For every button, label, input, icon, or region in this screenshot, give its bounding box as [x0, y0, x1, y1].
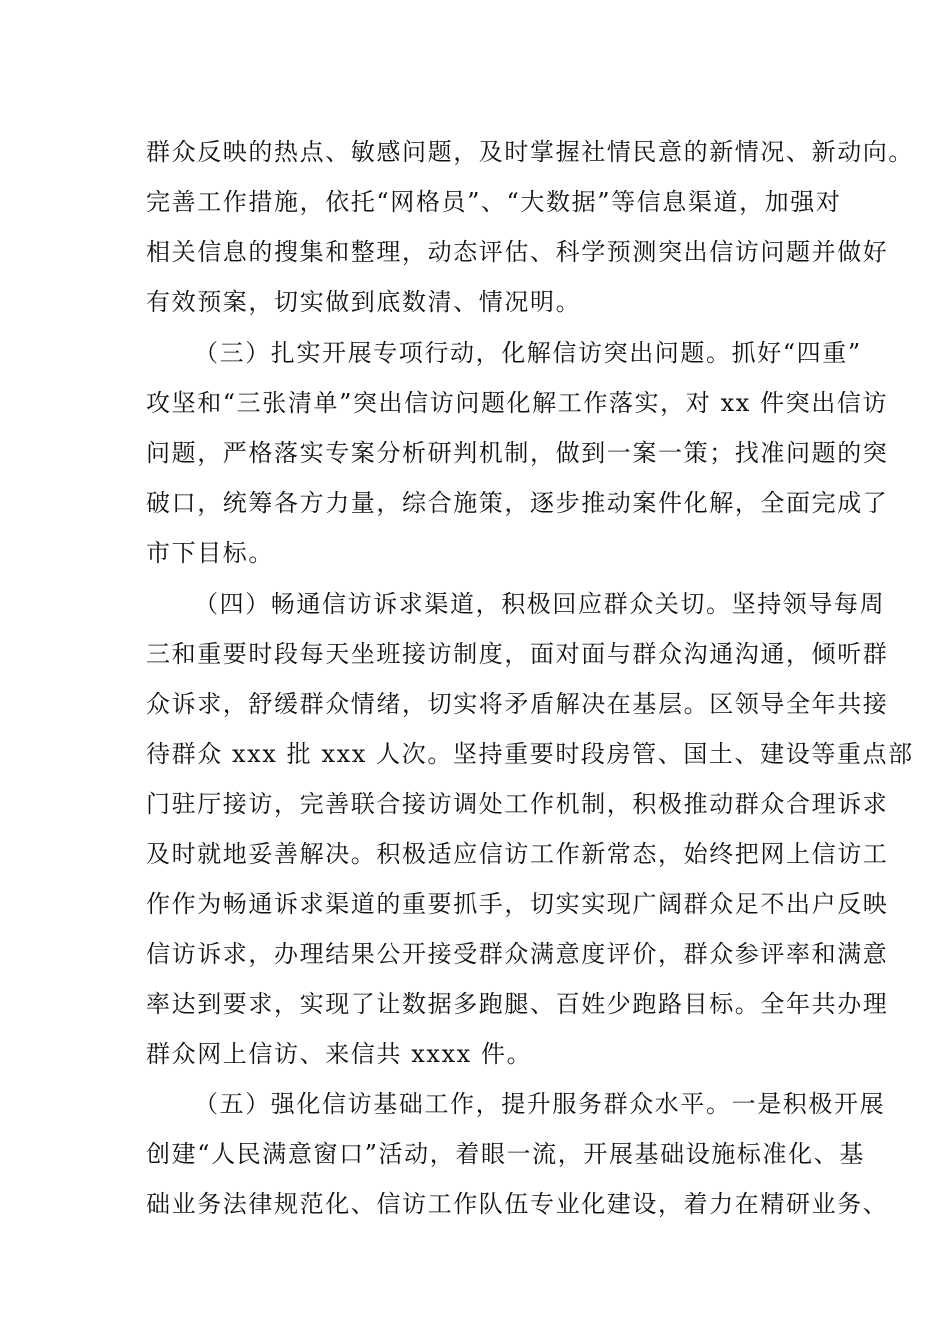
section-heading-line: （四）畅通信访诉求渠道，积极回应群众关切。坚持领导每周: [194, 590, 886, 618]
section-heading-line: （三）扎实开展专项行动，化解信访突出问题。抓好“四重”: [194, 339, 862, 367]
text-line: 待群众 xxx 批 xxx 人次。坚持重要时段房管、国土、建设等重点部: [146, 740, 914, 768]
text-line: 问题，严格落实专案分析研判机制，做到一案一策；找准问题的突: [146, 439, 889, 467]
section-heading-line: （五）强化信访基础工作，提升服务群众水平。一是积极开展: [194, 1090, 886, 1118]
text-line: 破口，统筹各方力量，综合施策，逐步推动案件化解，全面完成了: [146, 489, 889, 517]
text-line: 率达到要求，实现了让数据多跑腿、百姓少跑路目标。全年共办理: [146, 990, 889, 1018]
text-line: 及时就地妥善解决。积极适应信访工作新常态，始终把网上信访工: [146, 840, 889, 868]
text-line: 众诉求，舒缓群众情绪，切实将矛盾解决在基层。区领导全年共接: [146, 690, 889, 718]
text-line: 群众网上信访、来信共 xxxx 件。: [146, 1040, 533, 1068]
text-line: 三和重要时段每天坐班接访制度，面对面与群众沟通沟通，倾听群: [146, 640, 889, 668]
text-line: 信访诉求，办理结果公开接受群众满意度评价，群众参评率和满意: [146, 940, 889, 968]
text-line: 完善工作措施，依托“网格员”、“大数据”等信息渠道，加强对: [146, 188, 842, 216]
text-line: 相关信息的搜集和整理，动态评估、科学预测突出信访问题并做好: [146, 238, 889, 266]
text-line: 群众反映的热点、敏感问题，及时掌握社情民意的新情况、新动向。: [146, 138, 914, 166]
text-line: 作作为畅通诉求渠道的重要抓手，切实实现广阔群众足不出户反映: [146, 890, 889, 918]
text-line: 创建“人民满意窗口”活动，着眼一流，开展基础设施标准化、基: [146, 1140, 865, 1168]
text-line: 市下目标。: [146, 539, 274, 567]
text-line: 门驻厅接访，完善联合接访调处工作机制，积极推动群众合理诉求: [146, 790, 889, 818]
text-line: 础业务法律规范化、信访工作队伍专业化建设，着力在精研业务、: [146, 1190, 889, 1218]
text-line: 有效预案，切实做到底数清、情况明。: [146, 288, 582, 316]
text-line: 攻坚和“三张清单”突出信访问题化解工作落实，对 xx 件突出信访: [146, 389, 889, 417]
